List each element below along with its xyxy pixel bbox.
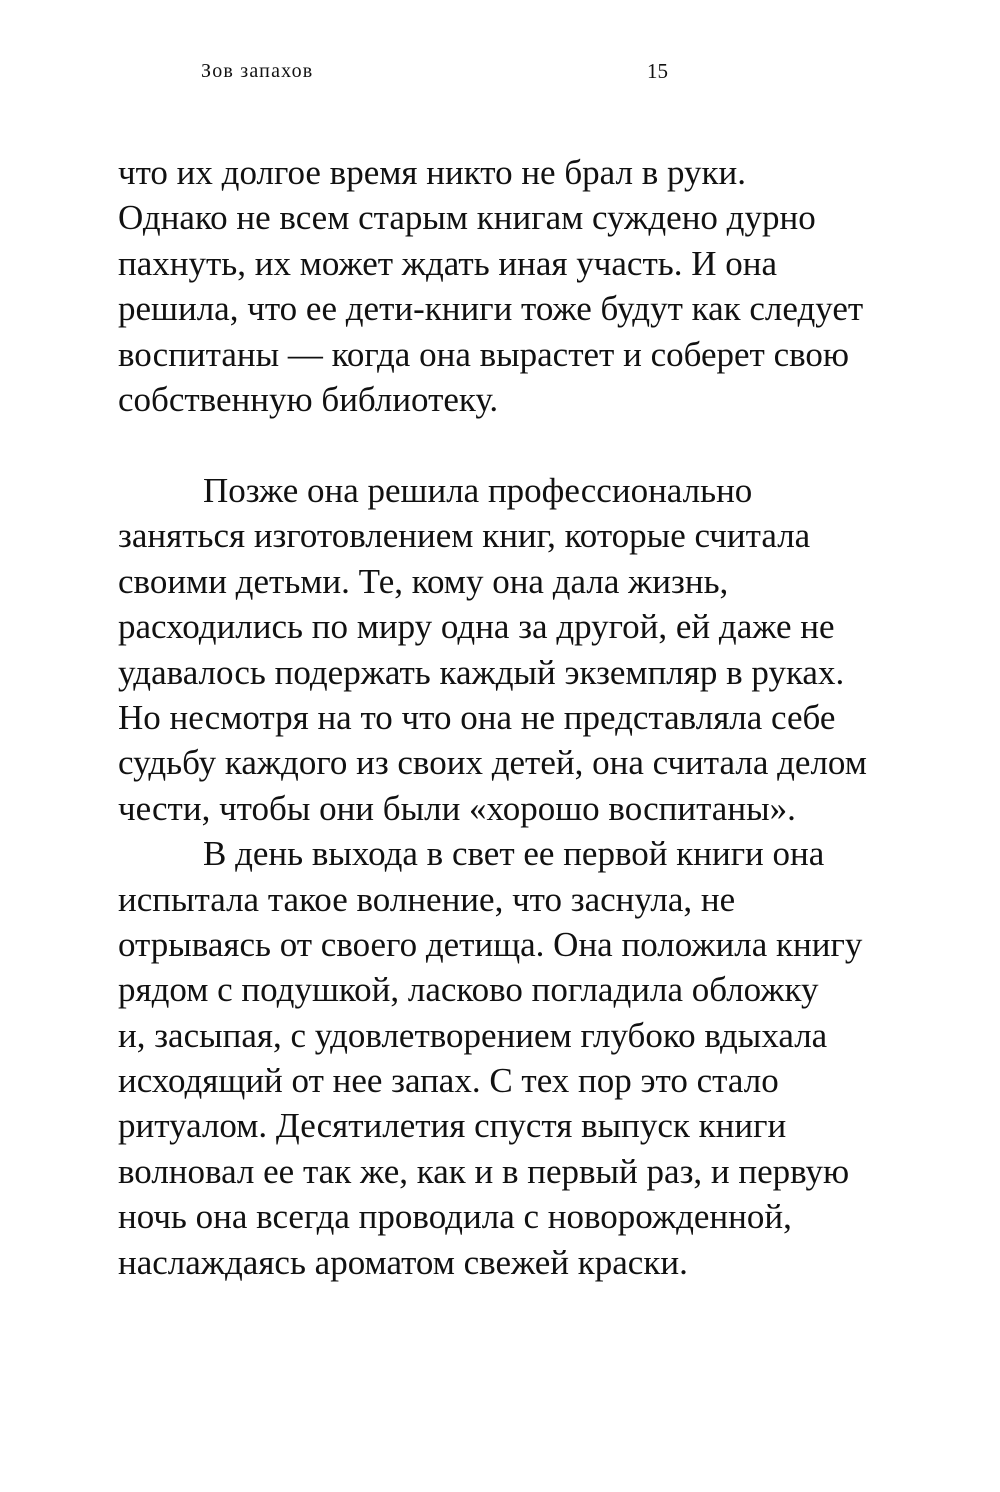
text-line-first: В день выхода в свет ее первой книги она bbox=[203, 834, 825, 874]
text-line: ночь она всегда проводила с новорожденной, bbox=[118, 1197, 792, 1237]
text-line: Однако не всем старым книгам суждено дурно bbox=[118, 198, 816, 238]
text-line: чести, чтобы они были «хорошо воспитаны». bbox=[118, 788, 796, 828]
paragraph-continuation bbox=[118, 150, 918, 422]
text-line: исходящий от нее запах. С тех пор это стало bbox=[118, 1061, 779, 1101]
text-line: расходились по миру одна за другой, ей даже не bbox=[118, 607, 835, 647]
body-text bbox=[118, 468, 918, 1285]
text-line: наслаждаясь ароматом свежей краски. bbox=[118, 1242, 688, 1282]
text-line: воспитаны — когда она вырастет и соберет свою bbox=[118, 334, 850, 374]
text-line: собственную библиотеку. bbox=[118, 379, 499, 419]
text-line: своими детьми. Те, кому она дала жизнь, bbox=[118, 561, 729, 601]
text-line: что их долгое время никто не брал в руки. bbox=[118, 153, 747, 192]
text-line: судьбу каждого из своих детей, она считала делом bbox=[118, 743, 867, 783]
text-line: решила, что ее дети-книги тоже будут как следует bbox=[118, 289, 864, 329]
text-line: удавалось подержать каждый экземпляр в руках. bbox=[118, 652, 845, 692]
page-number: 15 bbox=[647, 59, 668, 83]
text-line: волновал ее так же, как и в первый раз, и первую bbox=[118, 1151, 850, 1191]
text-line: Но несмотря на то что она не представляла себе bbox=[118, 697, 836, 737]
text-line-first: Позже она решила профессионально bbox=[203, 471, 753, 510]
text-line: и, засыпая, с удовлетворением глубоко вдыхала bbox=[118, 1015, 828, 1055]
text-line: заняться изготовлением книг, которые считала bbox=[118, 516, 811, 556]
running-title: Зов запахов bbox=[201, 60, 314, 82]
text-line: пахнуть, их может ждать иная участь. И она bbox=[118, 243, 778, 283]
text-line: ритуалом. Десятилетия спустя выпуск книги bbox=[118, 1106, 787, 1146]
text-line: отрываясь от своего детища. Она положила книгу bbox=[118, 924, 863, 964]
text-line: испытала такое волнение, что заснула, не bbox=[118, 879, 736, 919]
text-line: рядом с подушкой, ласково погладила обложку bbox=[118, 970, 819, 1010]
